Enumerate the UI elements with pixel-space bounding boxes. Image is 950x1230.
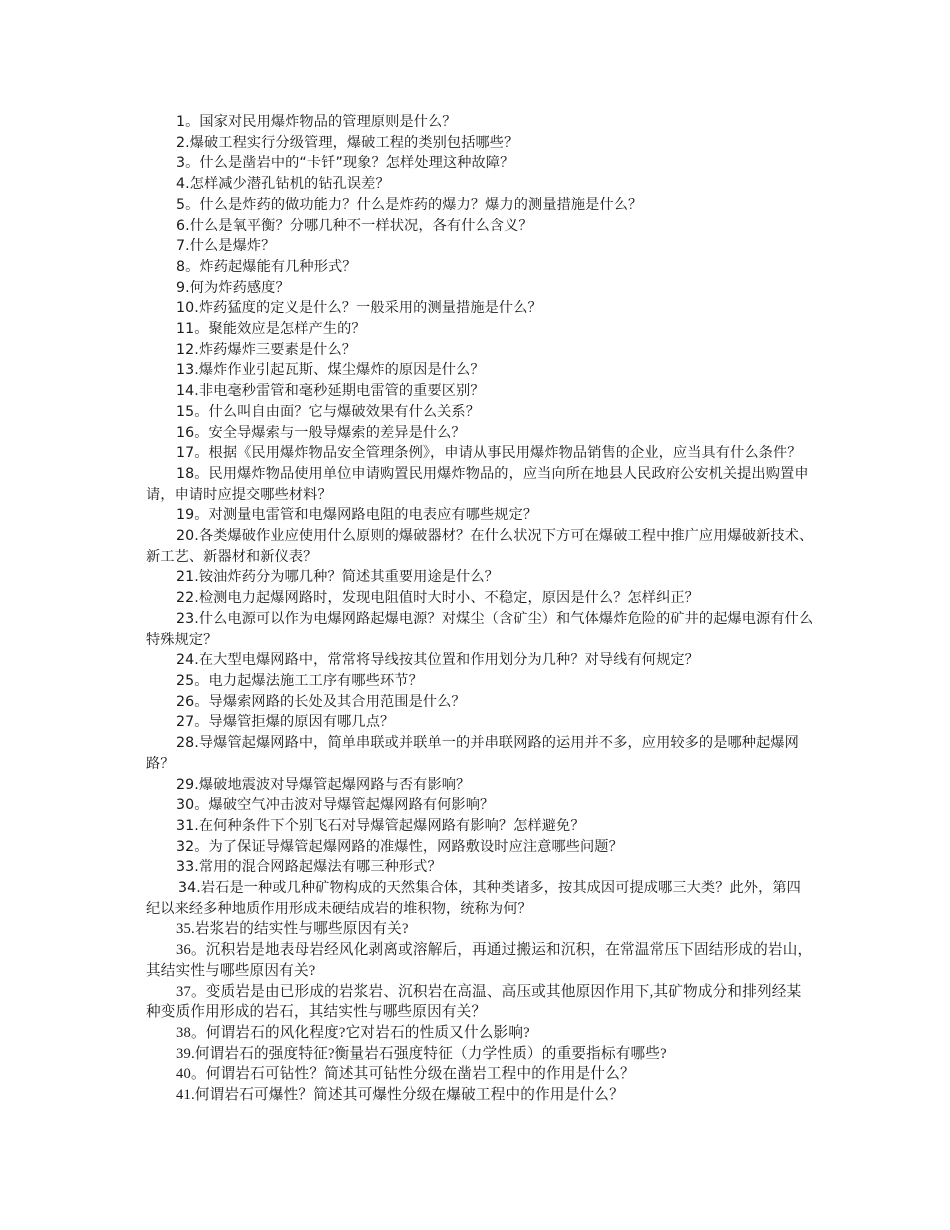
- question-item: 34.岩石是一种或几种矿物构成的天然集合体，其种类诸多，按其成因可提成哪三大类？此外，第四纪以来经多种地质作用形成未硬结成岩的堆积物，统称为何？: [146, 880, 801, 917]
- question-item: 20.各类爆破作业应使用什么原则的爆破器材？在什么状况下方可在爆破工程中推广应用爆破新技术、新工艺、新器材和新仪表？: [146, 528, 814, 565]
- question-item: 16。安全导爆索与一般导爆索的差异是什么？: [176, 424, 466, 441]
- question-item: 19。对测量电雷管和电爆网路电阻的电表应有哪些规定？: [176, 507, 538, 524]
- question-item: 17。根据《民用爆炸物品安全管理条例》，申请从事民用爆炸物品销售的企业，应当具有什么条件？: [176, 445, 802, 462]
- question-item: 5。什么是炸药的做功能力？什么是炸药的爆力？爆力的测量措施是什么？: [176, 196, 643, 213]
- question-item: 2.爆破工程实行分级管理，爆破工程的类别包括哪些？: [176, 134, 519, 151]
- question-item: 40。何谓岩石可钻性？简述其可钻性分级在凿岩工程中的作用是什么？: [176, 1066, 635, 1083]
- question-item: 3。什么是凿岩中的“卡钎”现象？怎样处理这种故障？: [176, 155, 515, 172]
- question-item: 10.炸药猛度的定义是什么？一般采用的测量措施是什么？: [176, 300, 542, 317]
- question-item: 39.何谓岩石的强度特征?衡量岩石强度特征（力学性质）的重要指标有哪些?: [176, 1045, 667, 1062]
- question-item: 27。导爆管拒爆的原因有哪几点？: [176, 714, 395, 731]
- question-item: 37。变质岩是由已形成的岩浆岩、沉积岩在高温、高压或其他原因作用下,其矿物成分和排列经某种变质作用形成的岩石，其结实性与哪些原因有关？: [146, 983, 802, 1021]
- question-item: 30。爆破空气冲击波对导爆管起爆网路有何影响？: [176, 797, 495, 814]
- question-item: 33.常用的混合网路起爆法有哪三种形式？: [176, 859, 442, 876]
- question-item: 8。炸药起爆能有几种形式？: [176, 258, 357, 275]
- question-item: 35.岩浆岩的结实性与哪些原因有关?: [176, 921, 409, 938]
- question-item: 24.在大型电爆网路中，常常将导线按其位置和作用划分为几种？对导线有何规定？: [176, 652, 699, 669]
- question-item: 7.什么是爆炸？: [176, 238, 276, 255]
- question-item: 9.何为炸药感度？: [176, 279, 290, 296]
- question-item: 13.爆炸作业引起瓦斯、煤尘爆炸的原因是什么？: [176, 362, 485, 379]
- question-item: 36。沉积岩是地表母岩经风化剥离或溶解后，再通过搬运和沉积，在常温常压下固结形成的岩山，其结实性与哪些原因有关?: [146, 942, 813, 979]
- question-item: 25。电力起爆法施工工序有哪些环节？: [176, 672, 423, 689]
- question-item: 14.非电毫秒雷管和毫秒延期电雷管的重要区别？: [176, 383, 485, 400]
- question-item: 28.导爆管起爆网路中，简单串联或并联单一的并串联网路的运用并不多，应用较多的是哪种起爆网路？: [146, 735, 799, 772]
- question-item: 41.何谓岩石可爆性？简述其可爆性分级在爆破工程中的作用是什么？: [176, 1087, 624, 1104]
- question-item: 29.爆破地震波对导爆管起爆网路与否有影响？: [176, 776, 471, 793]
- question-list: [146, 112, 814, 1106]
- question-item: 22.检测电力起爆网路时，发现电阻值时大时小、不稳定，原因是什么？怎样纠正？: [176, 590, 699, 607]
- question-item: 12.炸药爆炸三要素是什么？: [176, 341, 357, 358]
- question-item: 23.什么电源可以作为电爆网路起爆电源？对煤尘（含矿尘）和气体爆炸危险的矿井的起爆电源有什么特殊规定？: [146, 610, 814, 648]
- question-item: 21.铵油炸药分为哪几种？简述其重要用途是什么？: [176, 569, 499, 586]
- question-item: 15。什么叫自由面？它与爆破效果有什么关系？: [176, 403, 481, 420]
- question-item: 1。国家对民用爆炸物品的管理原则是什么？: [176, 114, 457, 130]
- question-item: 18。民用爆炸物品使用单位申请购置民用爆炸物品的，应当向所在地县人民政府公安机关提出购置申请，申请时应提交哪些材料？: [146, 465, 809, 503]
- question-item: 32。为了保证导爆管起爆网路的准爆性，网路敷设时应注意哪些问题？: [176, 838, 623, 855]
- question-item: 31.在何种条件下个别飞石对导爆管起爆网路有影响？怎样避免？: [176, 817, 585, 834]
- question-item: 6.什么是氧平衡？分哪几种不一样状况，各有什么含义？: [176, 217, 533, 234]
- question-item: 26。导爆索网路的长处及其合用范围是什么？: [176, 693, 466, 710]
- question-item: 11。聚能效应是怎样产生的？: [176, 321, 366, 338]
- question-item: 4.怎样减少潜孔钻机的钻孔误差？: [176, 176, 390, 193]
- question-item: 38。何谓岩石的风化程度?它对岩石的性质又什么影响?: [176, 1024, 530, 1041]
